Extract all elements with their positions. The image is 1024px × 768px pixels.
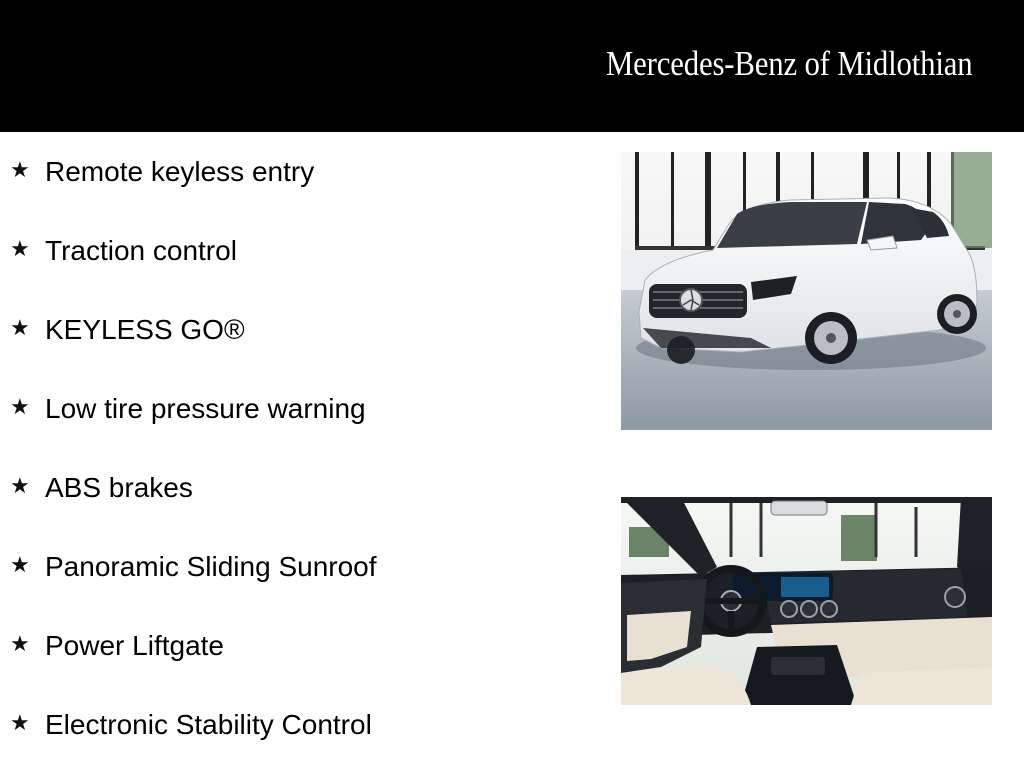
vehicle-exterior-photo[interactable] xyxy=(621,152,992,430)
feature-item xyxy=(10,148,377,227)
star-icon: ★ xyxy=(10,473,30,498)
exterior-illustration xyxy=(621,152,992,430)
star-icon: ★ xyxy=(10,157,30,182)
feature-label: Remote keyless entry xyxy=(45,156,315,187)
feature-item xyxy=(10,701,377,768)
feature-item xyxy=(10,306,377,385)
star-icon: ★ xyxy=(10,394,30,419)
dealer-name: Mercedes-Benz of Midlothian xyxy=(605,44,972,83)
feature-label: Traction control xyxy=(45,235,237,266)
feature-label: ABS brakes xyxy=(45,472,193,503)
dealer-header xyxy=(0,0,1024,132)
star-icon: ★ xyxy=(10,710,30,735)
star-icon: ★ xyxy=(10,552,30,577)
feature-item xyxy=(10,227,377,306)
feature-item xyxy=(10,543,377,622)
feature-list xyxy=(10,148,377,768)
vehicle-interior-photo[interactable] xyxy=(621,497,992,705)
feature-label: KEYLESS GO® xyxy=(45,314,245,345)
star-icon: ★ xyxy=(10,631,30,656)
feature-item xyxy=(10,385,377,464)
star-icon: ★ xyxy=(10,236,30,261)
feature-label: Panoramic Sliding Sunroof xyxy=(45,551,377,582)
feature-label: Electronic Stability Control xyxy=(45,709,372,740)
feature-label: Power Liftgate xyxy=(45,630,224,661)
feature-item xyxy=(10,622,377,701)
star-icon: ★ xyxy=(10,315,30,340)
feature-item xyxy=(10,464,377,543)
feature-label: Low tire pressure warning xyxy=(45,393,366,424)
interior-illustration xyxy=(621,497,992,705)
